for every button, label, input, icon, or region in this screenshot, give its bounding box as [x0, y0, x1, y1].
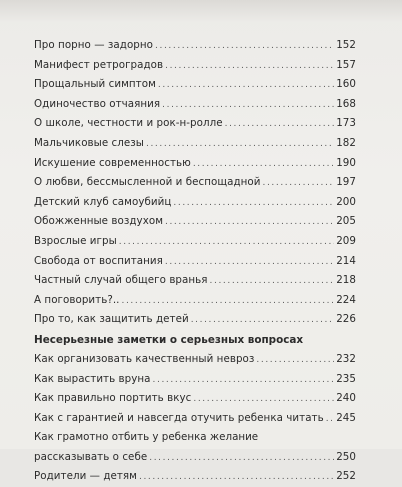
toc-entry-title: Свобода от воспитания — [34, 254, 163, 267]
toc-entry-page: 205 — [336, 215, 356, 228]
toc-entry — [34, 409, 356, 429]
toc-entry-page: 224 — [336, 293, 356, 306]
leader-dots — [149, 449, 334, 468]
leader-dots — [326, 410, 334, 429]
toc-entry-page: 157 — [336, 58, 356, 71]
toc-entry-title: А поговорить?.. — [34, 293, 120, 306]
toc-entry — [34, 193, 356, 213]
leader-dots — [193, 390, 334, 409]
toc-entry-title: О любви, бессмысленной и беспощадной — [34, 176, 261, 189]
toc-entry-page: 214 — [336, 254, 356, 267]
toc-entry-title: Искушение современностью — [34, 156, 191, 169]
toc-entry-page: 232 — [336, 352, 356, 365]
toc-entry-page: 190 — [336, 156, 356, 169]
toc-entry-title-line1: Как грамотно отбить у ребенка желание — [34, 431, 259, 444]
toc-entry — [34, 350, 356, 370]
toc-entry — [34, 389, 356, 409]
leader-dots — [153, 371, 335, 390]
toc-entry — [34, 212, 356, 232]
leader-dots — [165, 253, 334, 272]
toc-entry-page: 173 — [336, 117, 356, 130]
leader-dots — [146, 135, 334, 154]
leader-dots — [158, 76, 334, 95]
toc-entry-page: 209 — [336, 234, 356, 247]
toc-entry-page: 152 — [336, 39, 356, 51]
toc-entry-page: 168 — [336, 97, 356, 110]
leader-dots — [263, 174, 335, 193]
toc-entry-page: 240 — [336, 392, 356, 405]
leader-dots — [225, 115, 335, 134]
toc-entry-page: 160 — [336, 78, 356, 91]
leader-dots — [139, 468, 334, 487]
leader-dots — [191, 311, 334, 330]
toc-entry-title: Как правильно портить вкус — [34, 392, 192, 405]
toc-entry-title: Одиночество отчаяния — [34, 97, 161, 110]
toc-entry-title: Детский клуб самоубийц — [34, 195, 172, 208]
toc-entry-title: Мальчиковые слезы — [34, 136, 144, 149]
toc-entry-page: 226 — [336, 313, 356, 326]
leader-dots — [165, 57, 334, 76]
toc-entry-title: Частный случай общего вранья — [34, 274, 208, 287]
toc-entry-title: Как с гарантией и навсегда отучить ребенка читать — [34, 411, 324, 424]
toc-entry — [34, 36, 356, 56]
leader-dots — [210, 272, 335, 291]
toc-entry — [34, 134, 356, 154]
toc-entry — [34, 252, 356, 272]
leader-dots — [119, 233, 334, 252]
leader-dots — [193, 155, 334, 174]
leader-dots — [165, 213, 334, 232]
toc-entry-title: Про порно — задорно — [34, 39, 154, 51]
toc-entry — [34, 467, 356, 487]
toc-entry-page: 182 — [336, 136, 356, 149]
toc-entry — [34, 95, 356, 115]
toc-entry-title-line2: рассказывать о себе — [34, 450, 148, 463]
toc-entry-title: Как вырастить вруна — [34, 372, 151, 385]
toc-entry-title: Про то, как защитить детей — [34, 313, 189, 326]
toc-entry — [34, 114, 356, 134]
toc-entry — [34, 291, 356, 311]
toc-entry-page: 218 — [336, 274, 356, 287]
toc-entry-page: 252 — [336, 470, 356, 483]
page-top-edge — [0, 0, 402, 22]
toc-entry-title: Обожженные воздухом — [34, 215, 164, 228]
toc-entry — [34, 173, 356, 193]
toc-entry-page: 250 — [336, 450, 356, 463]
toc-entry — [34, 75, 356, 95]
toc-entry — [34, 370, 356, 390]
toc-entry — [34, 310, 356, 330]
table-of-contents — [34, 36, 356, 487]
leader-dots — [173, 194, 334, 213]
toc-entry-title: Как организовать качественный невроз — [34, 352, 255, 365]
toc-entry-page: 200 — [336, 195, 356, 208]
leader-dots — [162, 96, 334, 115]
toc-entry-page: 245 — [336, 411, 356, 424]
toc-entry-title: Родители — детям — [34, 470, 137, 483]
leader-dots — [155, 37, 334, 56]
toc-entry — [34, 56, 356, 76]
toc-entry — [34, 271, 356, 291]
leader-dots — [256, 351, 334, 370]
section-heading: Несерьезные заметки о серьезных вопросах — [34, 333, 304, 346]
toc-entry-page: 235 — [336, 372, 356, 385]
toc-entry — [34, 154, 356, 174]
toc-entry — [34, 448, 356, 468]
toc-entry-page: 197 — [336, 176, 356, 189]
toc-entry-title: Взрослые игры — [34, 234, 117, 247]
toc-entry-title: Прощальный симптом — [34, 78, 156, 91]
toc-entry-title: О школе, честности и рок-н-ролле — [34, 117, 223, 130]
toc-entry — [34, 232, 356, 252]
leader-dots — [121, 292, 334, 311]
toc-entry-title: Манифест ретроградов — [34, 58, 164, 71]
